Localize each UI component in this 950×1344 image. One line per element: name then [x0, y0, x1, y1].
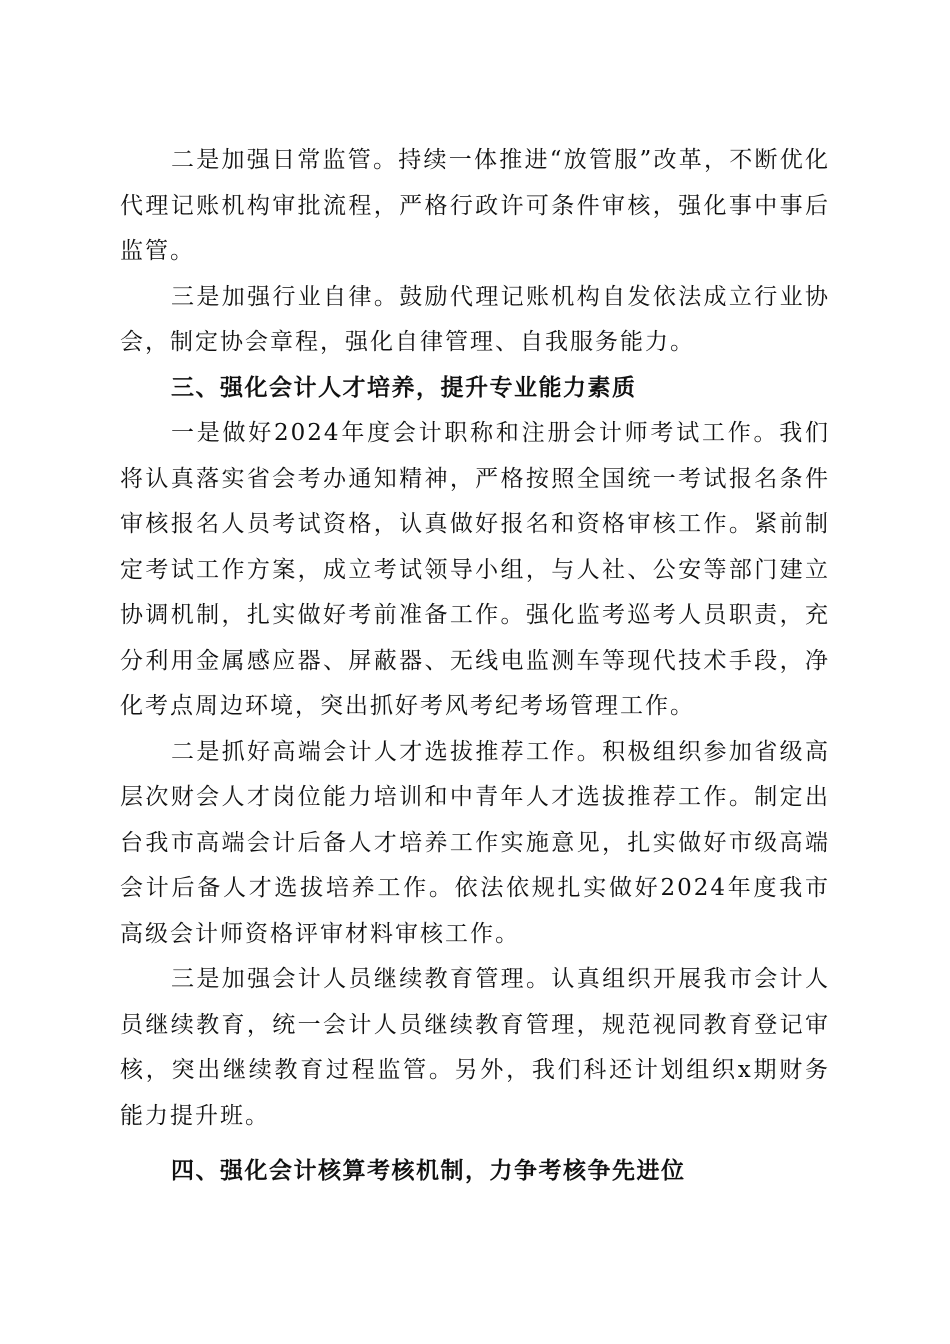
paragraph-exam-work: 一是做好2024年度会计职称和注册会计师考试工作。我们将认真落实省会考办通知精神，严格按照全国统一考试报名条件审核报名人员考试资格，认真做好报名和资格审核工作。紧前制定考试工作方案，成立考试领导小组，与人社、公安等部门建立协调机制，扎实做好考前准备工作。强化监考巡考人员职责，充分利用金属感应器、屏蔽器、无线电监测车等现代技术手段，净化考点周边环境，突出抓好考风考纪考场管理工作。 — [120, 420, 830, 719]
section-heading-talent-cultivation: 三、强化会计人才培养，提升专业能力素质 — [171, 374, 637, 401]
paragraph-high-end-talent: 二是抓好高端会计人才选拔推荐工作。积极组织参加省级高层次财会人才岗位能力培训和中青年人才选拔推荐工作。制定出台我市高端会计后备人才培养工作实施意见，扎实做好市级高端会计后备人才选拔培养工作。依法依规扎实做好2024年度我市高级会计师资格评审材料审核工作。 — [120, 738, 830, 947]
document-body — [120, 138, 830, 1195]
paragraph-industry-self-discipline: 三是加强行业自律。鼓励代理记账机构自发依法成立行业协会，制定协会章程，强化自律管理、自我服务能力。 — [120, 283, 830, 355]
paragraph-daily-supervision: 二是加强日常监管。持续一体推进“放管服”改革，不断优化代理记账机构审批流程，严格行政许可条件审核，强化事中事后监管。 — [120, 147, 830, 264]
section-heading-accounting-assessment: 四、强化会计核算考核机制，力争考核争先进位 — [171, 1158, 686, 1184]
paragraph-continuing-education: 三是加强会计人员继续教育管理。认真组织开展我市会计人员继续教育，统一会计人员继续教育管理，规范视同教育登记审核，突出继续教育过程监管。另外，我们科还计划组织x期财务能力提升班。 — [120, 966, 830, 1129]
